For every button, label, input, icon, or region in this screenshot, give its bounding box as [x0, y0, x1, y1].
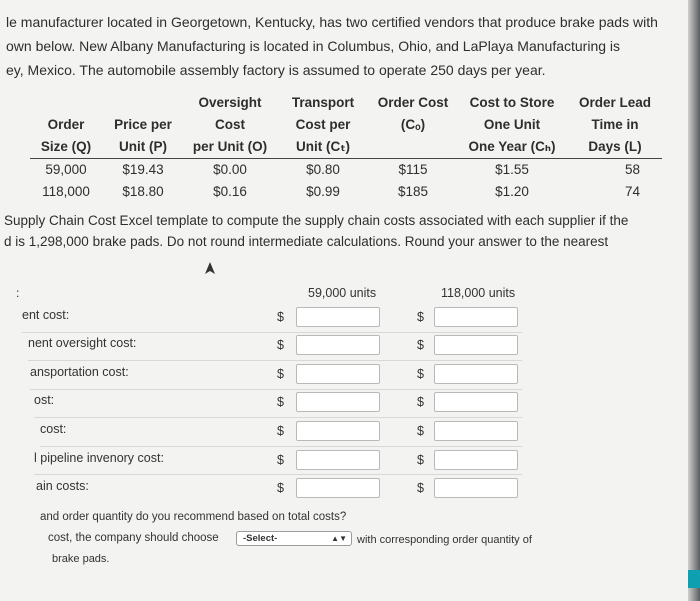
currency-symbol: $: [417, 424, 424, 438]
intro-line-3: ey, Mexico. The automobile assembly factory is assumed to operate 250 days per year.: [6, 62, 546, 78]
table-header-cell: [30, 92, 102, 114]
total-supply-chain-cost-59000-input[interactable]: [296, 478, 380, 498]
table-cell: $19.43: [122, 162, 164, 177]
table-cell: $0.80: [306, 162, 340, 177]
table-header-cell: One Year (Cₕ): [456, 136, 568, 159]
table-cell: $185: [397, 184, 429, 199]
table-cell: $0.16: [213, 184, 247, 199]
row-label-oversight: nent oversight cost:: [28, 336, 137, 350]
ordering-cost-118000-input[interactable]: [434, 392, 518, 412]
table-header-cell: Order Lead: [578, 95, 652, 110]
select-arrows-icon: ▲▼: [331, 534, 347, 543]
table-header-cell: Time in: [591, 117, 639, 132]
table-header-cell: per Unit (O): [184, 136, 276, 159]
form-colon: :: [16, 286, 20, 300]
currency-symbol: $: [277, 338, 284, 352]
table-cell: $115: [398, 162, 428, 177]
edge-accent: [688, 570, 700, 588]
row-label-pipeline-inventory: l pipeline invenory cost:: [34, 451, 164, 465]
procurement-cost-59000-input[interactable]: [296, 307, 380, 327]
table-cell: 118,000: [42, 184, 90, 199]
screen-edge: [688, 0, 700, 601]
instructions-line-2: d is 1,298,000 brake pads. Do not round intermediate calculations. Round your answer to the nearest: [4, 234, 609, 249]
row-divider: [34, 417, 522, 418]
holding-cost-118000-input[interactable]: [434, 421, 518, 441]
column-header-59000: 59,000 units: [308, 286, 377, 300]
table-cell: 74: [624, 184, 640, 199]
row-label-transportation: ansportation cost:: [30, 365, 129, 379]
table-header-cell: Oversight: [198, 95, 262, 110]
table-header-cell: Transport: [291, 95, 355, 110]
currency-symbol: $: [277, 310, 284, 324]
instructions: [4, 210, 684, 252]
table-header-cell: [102, 92, 184, 114]
table-header-cell: Cost to Store: [469, 95, 555, 110]
recommendation-suffix: with corresponding order quantity of: [357, 534, 532, 546]
ordering-cost-59000-input[interactable]: [296, 392, 380, 412]
currency-symbol: $: [277, 453, 284, 467]
transportation-cost-59000-input[interactable]: [296, 364, 380, 384]
currency-symbol: $: [277, 481, 284, 495]
row-divider: [22, 332, 522, 333]
recommendation-question: and order quantity do you recommend based on total costs?: [40, 511, 347, 523]
row-label-ordering: ost:: [34, 393, 55, 407]
row-label-total-supply-chain: ain costs:: [36, 479, 89, 493]
table-header-cell: Size (Q): [30, 136, 102, 159]
currency-symbol: $: [417, 367, 424, 381]
procurement-cost-118000-input[interactable]: [434, 307, 518, 327]
pipeline-inventory-cost-118000-input[interactable]: [434, 450, 518, 470]
currency-symbol: $: [417, 453, 424, 467]
transportation-cost-118000-input[interactable]: [434, 364, 518, 384]
table-header-row-2: [30, 114, 662, 136]
currency-symbol: $: [277, 367, 284, 381]
table-header-cell: Unit (Cₜ): [276, 136, 370, 159]
table-cell: $18.80: [122, 184, 164, 199]
table-header-cell: Price per: [114, 117, 172, 132]
pipeline-inventory-cost-59000-input[interactable]: [296, 450, 380, 470]
row-divider: [28, 360, 522, 361]
currency-symbol: $: [417, 395, 424, 409]
table-header-cell: One Unit: [483, 117, 541, 132]
currency-symbol: $: [277, 424, 284, 438]
table-header-cell: Unit (P): [102, 136, 184, 159]
holding-cost-59000-input[interactable]: [296, 421, 380, 441]
mouse-pointer-icon: [204, 262, 216, 276]
total-supply-chain-cost-118000-input[interactable]: [434, 478, 518, 498]
table-header-row-3: [30, 136, 662, 159]
row-divider: [40, 446, 522, 447]
supplier-select-value: -Select-: [243, 533, 278, 544]
table-header-cell: [370, 136, 456, 159]
problem-intro: [6, 10, 682, 82]
oversight-cost-118000-input[interactable]: [434, 335, 518, 355]
table-row: [30, 181, 662, 203]
recommendation-prefix: cost, the company should choose: [48, 532, 219, 544]
currency-symbol: $: [277, 395, 284, 409]
table-cell: $0.99: [306, 184, 340, 199]
table-cell: $1.20: [495, 184, 529, 199]
table-header-cell: Order Cost: [377, 95, 449, 110]
table-cell: $1.55: [495, 162, 529, 177]
oversight-cost-59000-input[interactable]: [296, 335, 380, 355]
supplier-select[interactable]: [236, 531, 352, 546]
recommendation-units: brake pads.: [52, 553, 110, 565]
table-header-cell: Cost: [215, 117, 245, 132]
table-header-cell: (Cₒ): [400, 117, 426, 132]
column-header-118000: 118,000 units: [441, 286, 516, 300]
table-header-cell: Cost per: [295, 117, 351, 132]
currency-symbol: $: [417, 338, 424, 352]
intro-line-1: le manufacturer located in Georgetown, Kentucky, has two certified vendors that produce brake pads with: [6, 14, 658, 30]
instructions-line-1: Supply Chain Cost Excel template to compute the supply chain costs associated with each supplier if the: [4, 213, 629, 228]
vendor-data-table: [30, 92, 662, 203]
table-row: [30, 159, 662, 182]
table-header-cell: Order: [47, 117, 85, 132]
intro-line-2: own below. New Albany Manufacturing is located in Columbus, Ohio, and LaPlaya Manufacturing is: [6, 38, 621, 54]
row-divider: [30, 389, 522, 390]
row-label-procurement: ent cost:: [22, 308, 70, 322]
table-header-cell: Days (L): [568, 136, 662, 159]
table-header-row-1: [30, 92, 662, 114]
row-label-holding: cost:: [40, 422, 67, 436]
table-cell: 59,000: [45, 162, 87, 177]
currency-symbol: $: [417, 310, 424, 324]
table-cell: $0.00: [213, 162, 247, 177]
row-divider: [34, 474, 522, 475]
table-cell: 58: [624, 162, 640, 177]
currency-symbol: $: [417, 481, 424, 495]
